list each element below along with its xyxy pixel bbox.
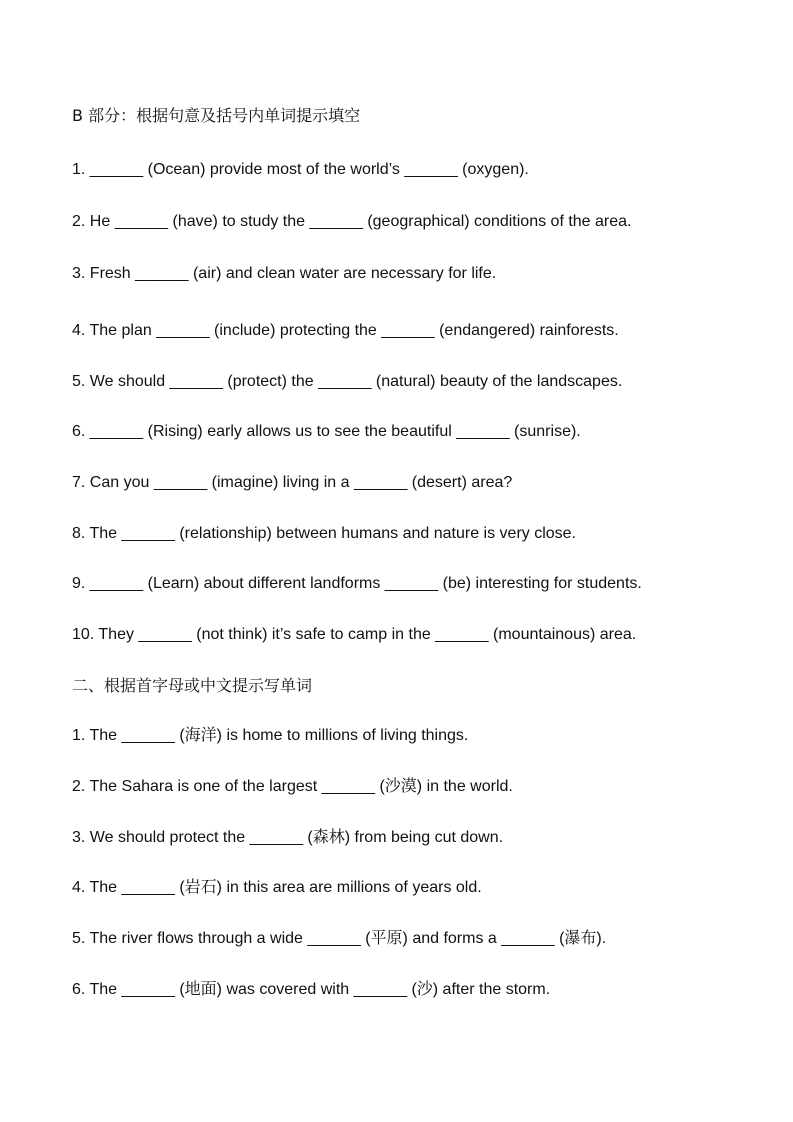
section-b-item-4: 4. The plan ______ (include) protecting the ______ (endangered) rainforests. (72, 322, 619, 339)
section-b-item-9: 9. ______ (Learn) about different landforms ______ (be) interesting for students. (72, 575, 642, 592)
section-2-item-5: 5. The river flows through a wide ______ (平原) and forms a ______ (瀑布). (72, 930, 607, 947)
section-b-item-2: 2. He ______ (have) to study the ______ (geographical) conditions of the area. (72, 213, 632, 230)
section-b-item-1: 1. ______ (Ocean) provide most of the world’s ______ (oxygen). (72, 161, 529, 178)
section-b-heading: B 部分：根据句意及括号内单词提示填空 (72, 106, 361, 125)
section-b-item-7: 7. Can you ______ (imagine) living in a ______ (desert) area? (72, 474, 513, 491)
section-2-heading: 二、根据首字母或中文提示写单词 (72, 676, 313, 695)
section-2-item-2: 2. The Sahara is one of the largest ______ (沙漠) in the world. (72, 778, 513, 795)
section-b-item-8: 8. The ______ (relationship) between humans and nature is very close. (72, 525, 577, 542)
section-b-item-3: 3. Fresh ______ (air) and clean water are necessary for life. (72, 265, 497, 282)
section-b-item-6: 6. ______ (Rising) early allows us to see the beautiful ______ (sunrise). (72, 423, 581, 440)
section-2-item-1: 1. The ______ (海洋) is home to millions of living things. (72, 727, 469, 744)
section-b-item-5: 5. We should ______ (protect) the ______ (natural) beauty of the landscapes. (72, 373, 623, 390)
section-2-item-4: 4. The ______ (岩石) in this area are millions of years old. (72, 879, 482, 896)
section-2-item-6: 6. The ______ (地面) was covered with ______ (沙) after the storm. (72, 981, 551, 998)
section-2-item-3: 3. We should protect the ______ (森林) from being cut down. (72, 829, 504, 846)
section-b-item-10: 10. They ______ (not think) it’s safe to camp in the ______ (mountainous) area. (72, 626, 637, 643)
